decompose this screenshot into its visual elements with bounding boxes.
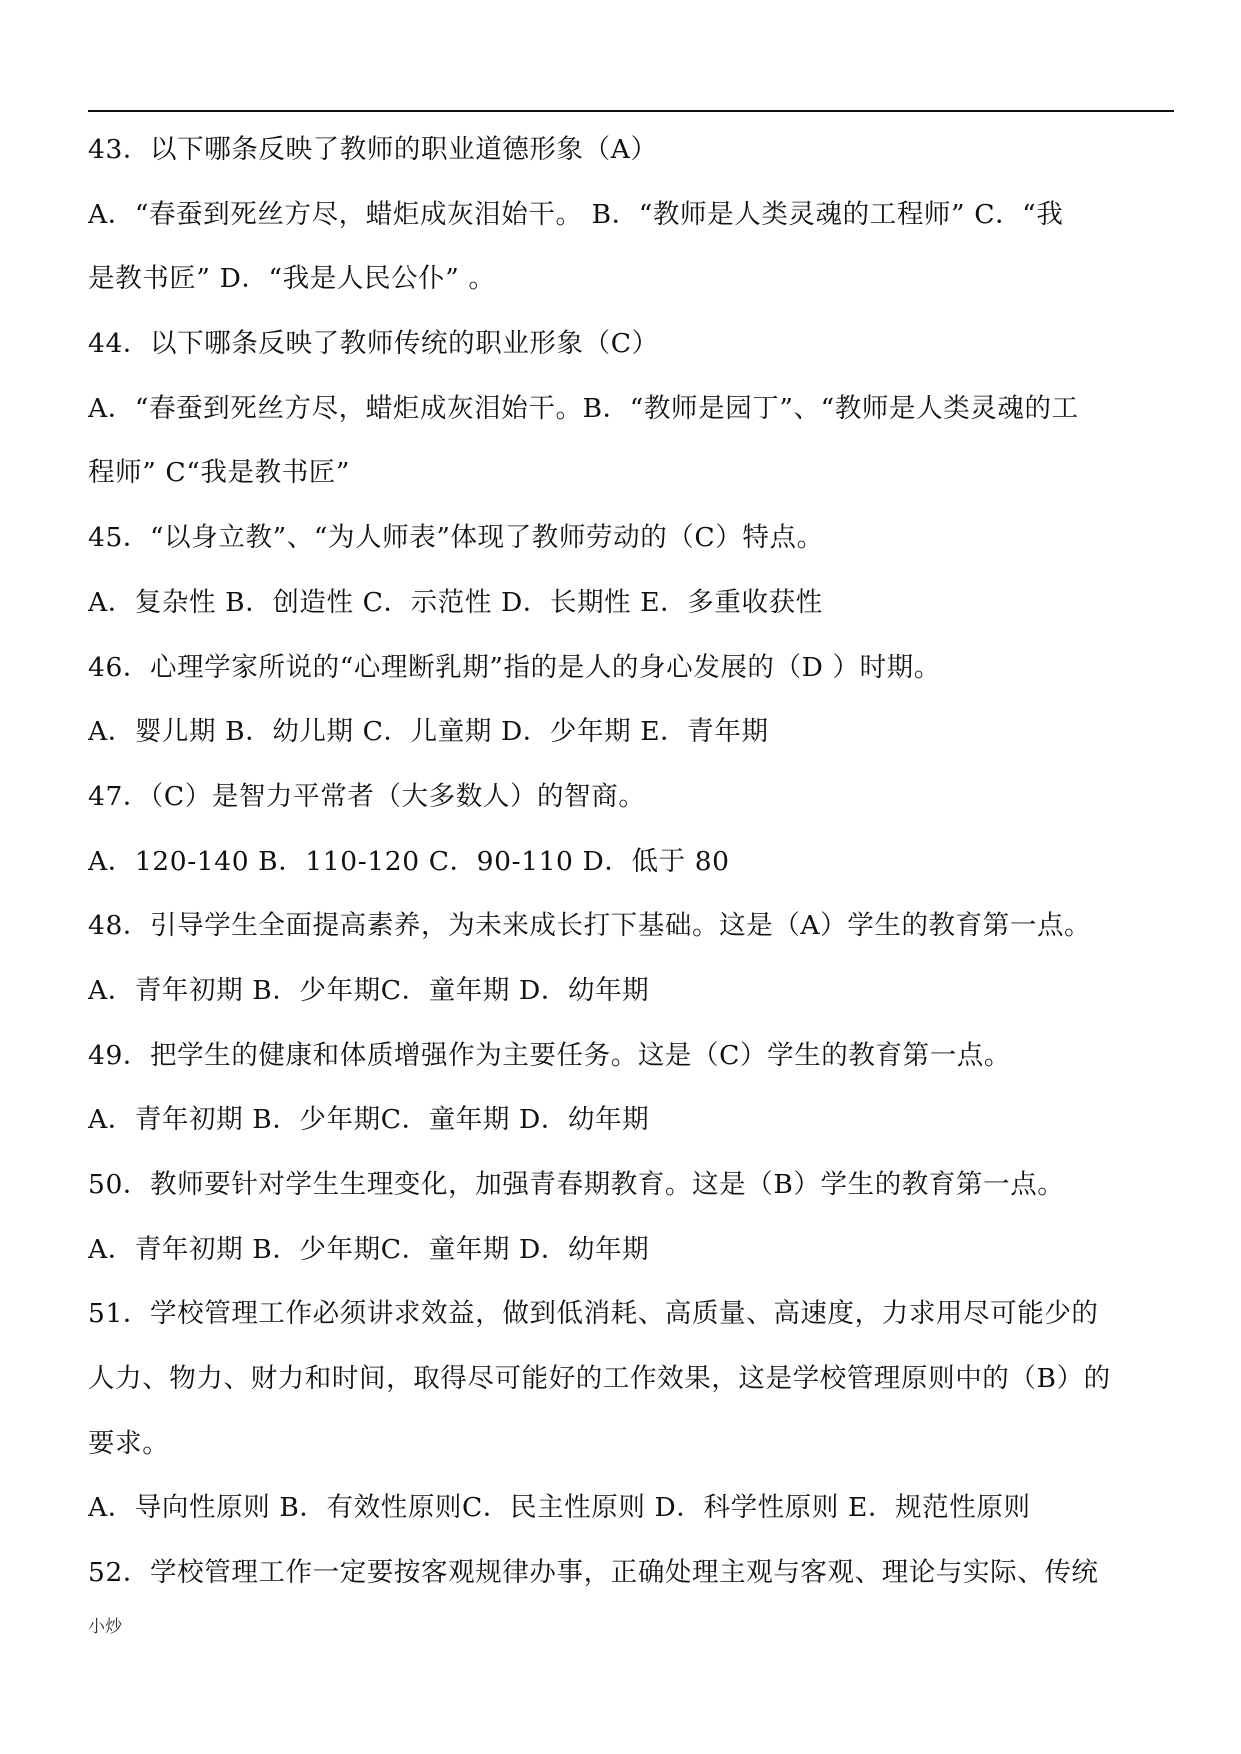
text-line: A．青年初期 B．少年期C．童年期 D．幼年期 <box>88 974 650 1006</box>
text-line: A．120-140 B．110-120 C．90-110 D．低于 80 <box>88 845 730 877</box>
text-line: A．婴儿期 B．幼儿期 C．儿童期 D．少年期 E．青年期 <box>88 716 769 748</box>
text-line: 50．教师要针对学生生理变化，加强青春期教育。这是（B）学生的教育第一点。 <box>88 1169 1065 1200</box>
header-rule <box>88 110 1174 112</box>
text-line: 44．以下哪条反映了教师传统的职业形象（C） <box>88 328 659 360</box>
text-line: A．“春蚕到死丝方尽，蜡炬成灰泪始干。B．“教师是园丁”、“教师是人类灵魂的工 <box>88 392 1079 424</box>
text-line: A．“春蚕到死丝方尽，蜡炬成灰泪始干。 B．“教师是人类灵魂的工程师” C．“我 <box>88 198 1064 230</box>
text-line: 49．把学生的健康和体质增强作为主要任务。这是（C）学生的教育第一点。 <box>88 1039 1011 1071</box>
text-line: 人力、物力、财力和时间，取得尽可能好的工作效果，这是学校管理原则中的（B）的 <box>88 1363 1111 1395</box>
text-line: A．导向性原则 B．有效性原则C．民主性原则 D．科学性原则 E．规范性原则 <box>88 1492 1031 1524</box>
text-line: 51．学校管理工作必须讲求效益，做到低消耗、高质量、高速度，力求用尽可能少的 <box>88 1298 1099 1330</box>
text-line: 是教书匠” D．“我是人民公仆” 。 <box>88 263 496 295</box>
text-line: 程师” C“我是教书匠” <box>88 457 351 489</box>
text-line: 43．以下哪条反映了教师的职业道德形象（A） <box>88 134 658 165</box>
text-line: A．复杂性 B．创造性 C．示范性 D．长期性 E．多重收获性 <box>88 586 823 618</box>
text-line: 45．“以身立教”、“为人师表”体现了教师劳动的（C）特点。 <box>88 522 824 554</box>
text-line: 47．（C）是智力平常者（大多数人）的智商。 <box>88 780 646 812</box>
document-body <box>88 118 1174 1606</box>
page-footer: 小炒 <box>88 1617 122 1637</box>
text-line: A．青年初期 B．少年期C．童年期 D．幼年期 <box>88 1104 650 1136</box>
text-line: 46．心理学家所说的“心理断乳期”指的是人的身心发展的（D ）时期。 <box>88 651 941 683</box>
text-line: 48．引导学生全面提高素养，为未来成长打下基础。这是（A）学生的教育第一点。 <box>88 910 1092 942</box>
text-line: 要求。 <box>88 1427 170 1459</box>
text-line: A．青年初期 B．少年期C．童年期 D．幼年期 <box>88 1233 650 1265</box>
text-line: 52．学校管理工作一定要按客观规律办事，正确处理主观与客观、理论与实际、传统 <box>88 1557 1099 1589</box>
